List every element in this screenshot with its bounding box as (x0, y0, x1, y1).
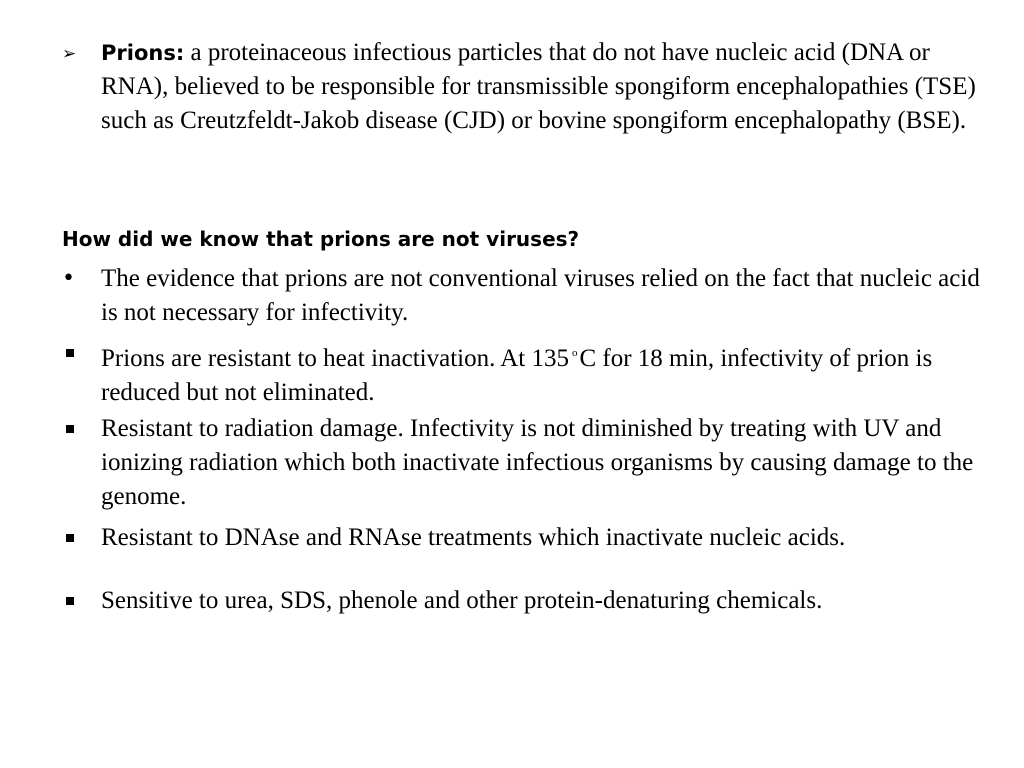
list-item (62, 336, 982, 410)
round-bullet-icon: • (62, 266, 75, 291)
list-item-text: The evidence that prions are not conventional viruses relied on the fact that nucleic acid is not necessary for infectivity. (101, 265, 980, 326)
square-bullet-icon (62, 521, 101, 555)
prions-definition-text (101, 36, 982, 138)
prions-term: Prions: (101, 41, 185, 65)
section-heading: How did we know that prions are not viruses? (62, 227, 580, 251)
list-item-text: Resistant to DNAse and RNAse treatments which inactivate nucleic acids. (101, 524, 846, 551)
arrow-bullet-icon: ➢ (62, 44, 77, 64)
square-bullet-icon (62, 336, 101, 370)
list-item-text: Resistant to radiation damage. Infectivity is not diminished by treating with UV and ionizing radiation which both inactivate infectious organisms by causing damage to the genome. (101, 415, 974, 510)
list-item (62, 262, 982, 330)
degree-symbol: o (571, 347, 578, 359)
list-item-text: Sensitive to urea, SDS, phenole and other protein-denaturing chemicals. (101, 587, 823, 614)
square-bullet-icon (62, 412, 101, 446)
square-bullet-icon (62, 584, 101, 618)
prions-description: a proteinaceous infectious particles that do not have nucleic acid (DNA or RNA), believed to be responsible for transmissible spongiform encephalopathies (TSE) such as Creutzfeldt-Jakob disease (CJD) or bovine spongiform encephalopathy (BSE). (101, 39, 976, 134)
heat-text-before: Prions are resistant to heat inactivation. At 135 (101, 345, 569, 372)
heat-text-after: C for 18 min, infectivity of prion is reduced but not eliminated. (101, 345, 933, 406)
list-item-text (101, 336, 982, 410)
prions-definition (62, 36, 982, 138)
list-item (62, 521, 982, 555)
list-item (62, 412, 982, 514)
list-item (62, 584, 982, 618)
